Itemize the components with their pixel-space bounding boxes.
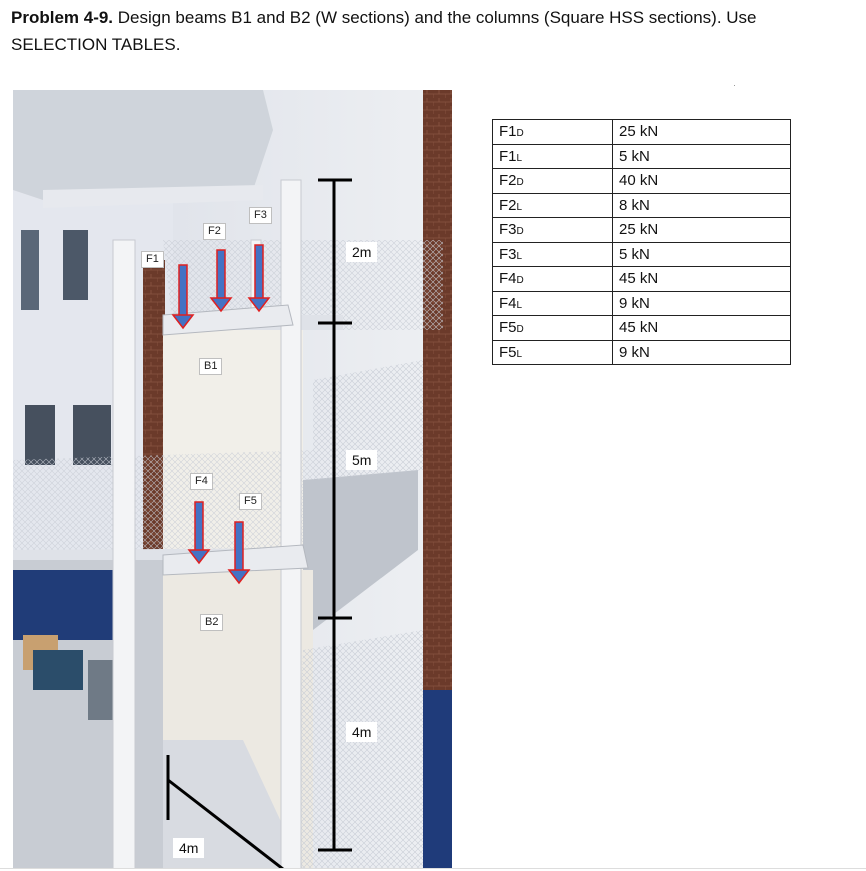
label-b2: B2	[200, 614, 223, 631]
load-name-cell	[493, 242, 613, 267]
load-value-cell: 25 kN	[613, 218, 791, 243]
load-subscript: L	[516, 250, 523, 262]
load-name: F4	[499, 270, 517, 288]
load-name-cell	[493, 144, 613, 169]
load-name-cell	[493, 291, 613, 316]
load-name: F1	[499, 147, 517, 165]
load-name: F2	[499, 172, 517, 190]
loads-row	[493, 267, 791, 292]
load-name-cell	[493, 340, 613, 365]
load-subscript: D	[516, 177, 524, 189]
load-name-cell	[493, 193, 613, 218]
problem-text: Design beams B1 and B2 (W sections) and the columns (Square HSS sections). Use SELECTION TABLES.	[11, 8, 757, 54]
load-name: F5	[499, 343, 517, 361]
load-value-cell: 45 kN	[613, 267, 791, 292]
problem-number: Problem 4-9.	[11, 8, 114, 27]
load-value-cell: 40 kN	[613, 169, 791, 194]
load-name-cell	[493, 120, 613, 145]
load-name: F4	[499, 294, 517, 312]
label-b1: B1	[199, 358, 222, 375]
loads-row	[493, 193, 791, 218]
load-value-cell: 8 kN	[613, 193, 791, 218]
stairwell-illustration	[13, 90, 452, 869]
load-name: F5	[499, 319, 517, 337]
load-subscript: L	[516, 201, 523, 213]
load-subscript: L	[516, 152, 523, 164]
load-value-cell: 9 kN	[613, 340, 791, 365]
dimension-2m: 2m	[346, 242, 377, 262]
dimension-5m: 5m	[346, 450, 377, 470]
label-f3: F3	[249, 207, 272, 224]
load-subscript: L	[516, 299, 523, 311]
stray-dot	[734, 85, 735, 86]
loads-row	[493, 144, 791, 169]
label-f4: F4	[190, 473, 213, 490]
dimension-4m-vertical: 4m	[346, 722, 377, 742]
loads-row	[493, 169, 791, 194]
stairwell-photo	[13, 90, 452, 869]
loads-row	[493, 340, 791, 365]
bottom-divider	[0, 868, 866, 869]
loads-row	[493, 242, 791, 267]
load-name: F3	[499, 245, 517, 263]
loads-row	[493, 291, 791, 316]
load-name: F1	[499, 123, 517, 141]
load-name-cell	[493, 316, 613, 341]
dimension-4m-span: 4m	[173, 838, 204, 858]
load-name-cell	[493, 218, 613, 243]
loads-row	[493, 316, 791, 341]
loads-row	[493, 218, 791, 243]
loads-row	[493, 120, 791, 145]
load-value-cell: 5 kN	[613, 242, 791, 267]
loads-table-body	[493, 120, 791, 365]
load-name: F2	[499, 196, 517, 214]
load-value-cell: 25 kN	[613, 120, 791, 145]
problem-statement	[11, 4, 851, 58]
load-subscript: L	[516, 348, 523, 360]
load-value-cell: 9 kN	[613, 291, 791, 316]
load-subscript: D	[516, 324, 524, 336]
load-value-cell: 5 kN	[613, 144, 791, 169]
load-subscript: D	[516, 226, 524, 238]
load-name-cell	[493, 267, 613, 292]
label-f2: F2	[203, 223, 226, 240]
load-subscript: D	[516, 275, 524, 287]
loads-table	[492, 119, 791, 365]
load-name: F3	[499, 221, 517, 239]
load-subscript: D	[516, 128, 524, 140]
label-f5: F5	[239, 493, 262, 510]
load-name-cell	[493, 169, 613, 194]
label-f1: F1	[141, 251, 164, 268]
load-value-cell: 45 kN	[613, 316, 791, 341]
